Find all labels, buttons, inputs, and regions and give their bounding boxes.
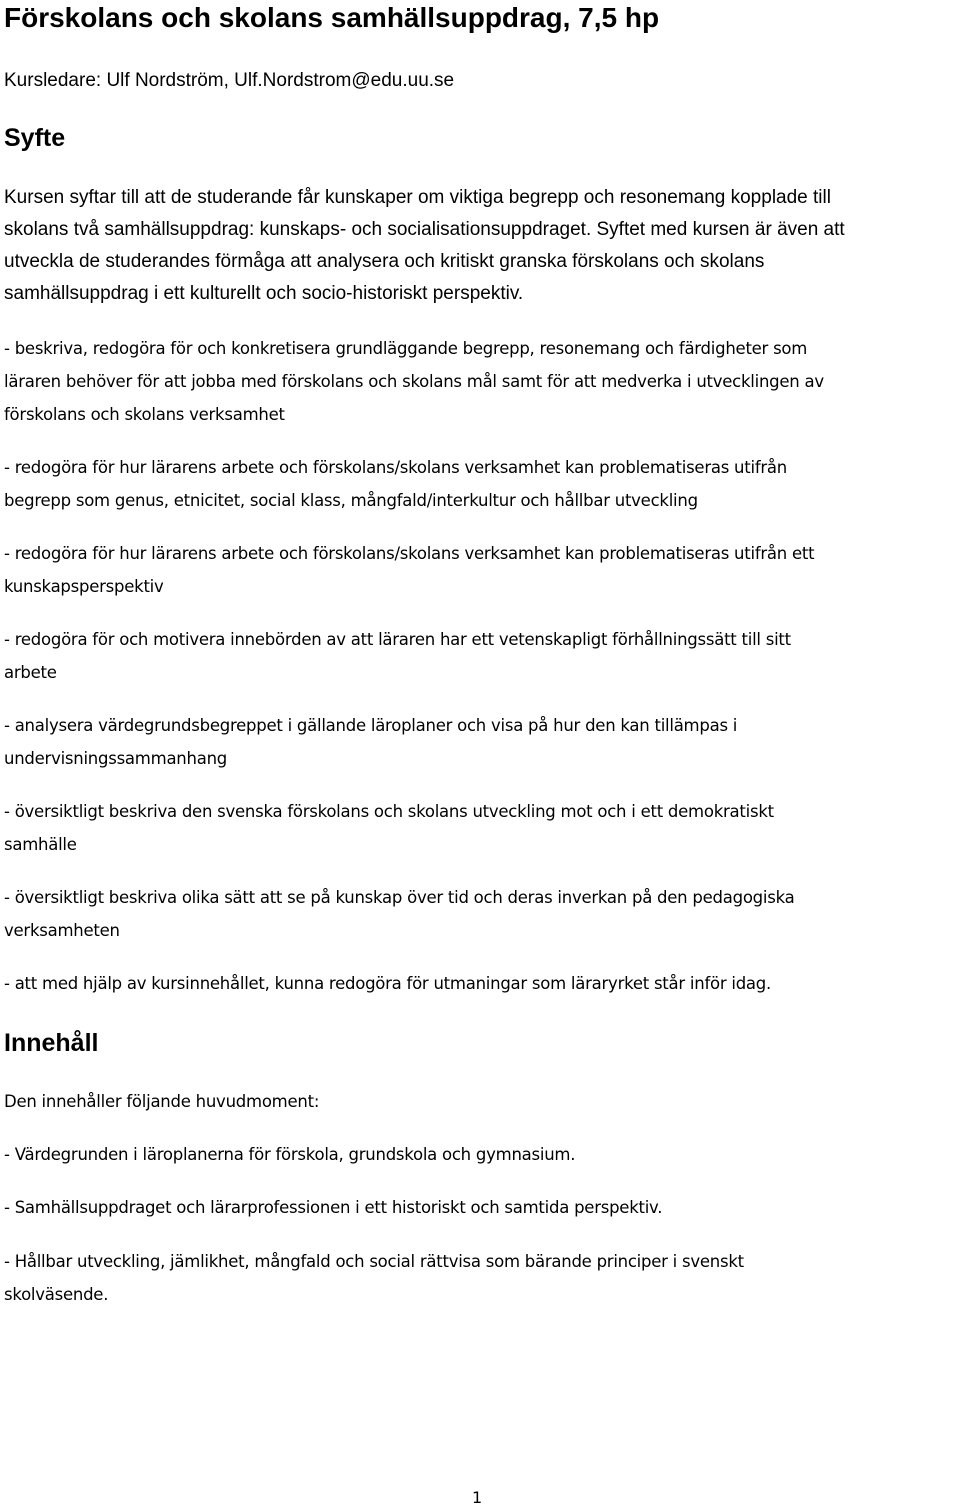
content-item: [4, 1245, 959, 1311]
text-line: - Värdegrunden i läroplanerna för förskola, grundskola och gymnasium.: [4, 1145, 576, 1164]
text-line: - Samhällsuppdraget och lärarprofessionen i ett historiskt och samtida perspektiv.: [4, 1198, 663, 1217]
goal-item: [4, 451, 959, 517]
text-line: skolans två samhällsuppdrag: kunskaps- och socialisationsuppdraget. Syftet med kursen är även att: [4, 219, 845, 240]
text-line: utveckla de studerandes förmåga att analysera och kritiskt granska förskolans och skolans: [4, 251, 765, 272]
goal-item: [4, 967, 959, 1000]
goal-item: [4, 881, 959, 947]
text-line: Den innehåller följande huvudmoment:: [4, 1092, 320, 1111]
text-line: samhälle: [4, 835, 77, 854]
text-line: skolväsende.: [4, 1285, 109, 1304]
text-line: - översiktligt beskriva den svenska förskolans och skolans utveckling mot och i ett demokratiskt: [4, 802, 774, 821]
text-line: - redogöra för hur lärarens arbete och förskolans/skolans verksamhet kan problematiseras utifrån: [4, 458, 787, 477]
text-line: kunskapsperspektiv: [4, 577, 164, 596]
text-line: läraren behöver för att jobba med förskolans och skolans mål samt för att medverka i utvecklingen av: [4, 372, 824, 391]
innehall-intro: [4, 1085, 959, 1118]
text-line: förskolans och skolans verksamhet: [4, 405, 285, 424]
document-title: Förskolans och skolans samhällsuppdrag, 7,5 hp: [4, 2, 660, 33]
goal-item: [4, 332, 959, 431]
text-line: Kursen syftar till att de studerande får kunskaper om viktiga begrepp och resonemang kopplade till: [4, 187, 831, 208]
text-line: - redogöra för hur lärarens arbete och förskolans/skolans verksamhet kan problematiseras utifrån ett: [4, 544, 815, 563]
text-line: - översiktligt beskriva olika sätt att se på kunskap över tid och deras inverkan på den pedagogiska: [4, 888, 795, 907]
text-line: arbete: [4, 663, 57, 682]
goal-item: [4, 623, 959, 689]
text-line: samhällsuppdrag i ett kulturellt och socio-historiskt perspektiv.: [4, 283, 524, 304]
text-line: undervisningssammanhang: [4, 749, 228, 768]
text-line: - redogöra för och motivera innebörden av att läraren har ett vetenskapligt förhållningssätt till sitt: [4, 630, 791, 649]
page-number: 1: [472, 1488, 483, 1507]
text-line: - Hållbar utveckling, jämlikhet, mångfald och social rättvisa som bärande principer i svenskt: [4, 1252, 744, 1271]
section-heading-innehall: Innehåll: [4, 1029, 99, 1057]
goal-item: [4, 795, 959, 861]
course-leader: Kursledare: Ulf Nordström, Ulf.Nordstrom@edu.uu.se: [4, 70, 455, 91]
goal-item: [4, 537, 959, 603]
section-heading-syfte: Syfte: [4, 124, 66, 152]
content-item: [4, 1138, 959, 1171]
text-line: begrepp som genus, etnicitet, social klass, mångfald/interkultur och hållbar utveckling: [4, 491, 698, 510]
goal-item: [4, 709, 959, 775]
text-line: - analysera värdegrundsbegreppet i gällande läroplaner och visa på hur den kan tillämpas i: [4, 716, 738, 735]
text-line: - att med hjälp av kursinnehållet, kunna redogöra för utmaningar som läraryrket står inför idag.: [4, 974, 772, 993]
content-item: [4, 1191, 959, 1224]
text-line: - beskriva, redogöra för och konkretisera grundläggande begrepp, resonemang och färdigheter som: [4, 339, 808, 358]
syfte-intro-paragraph: [4, 182, 956, 310]
text-line: verksamheten: [4, 921, 120, 940]
